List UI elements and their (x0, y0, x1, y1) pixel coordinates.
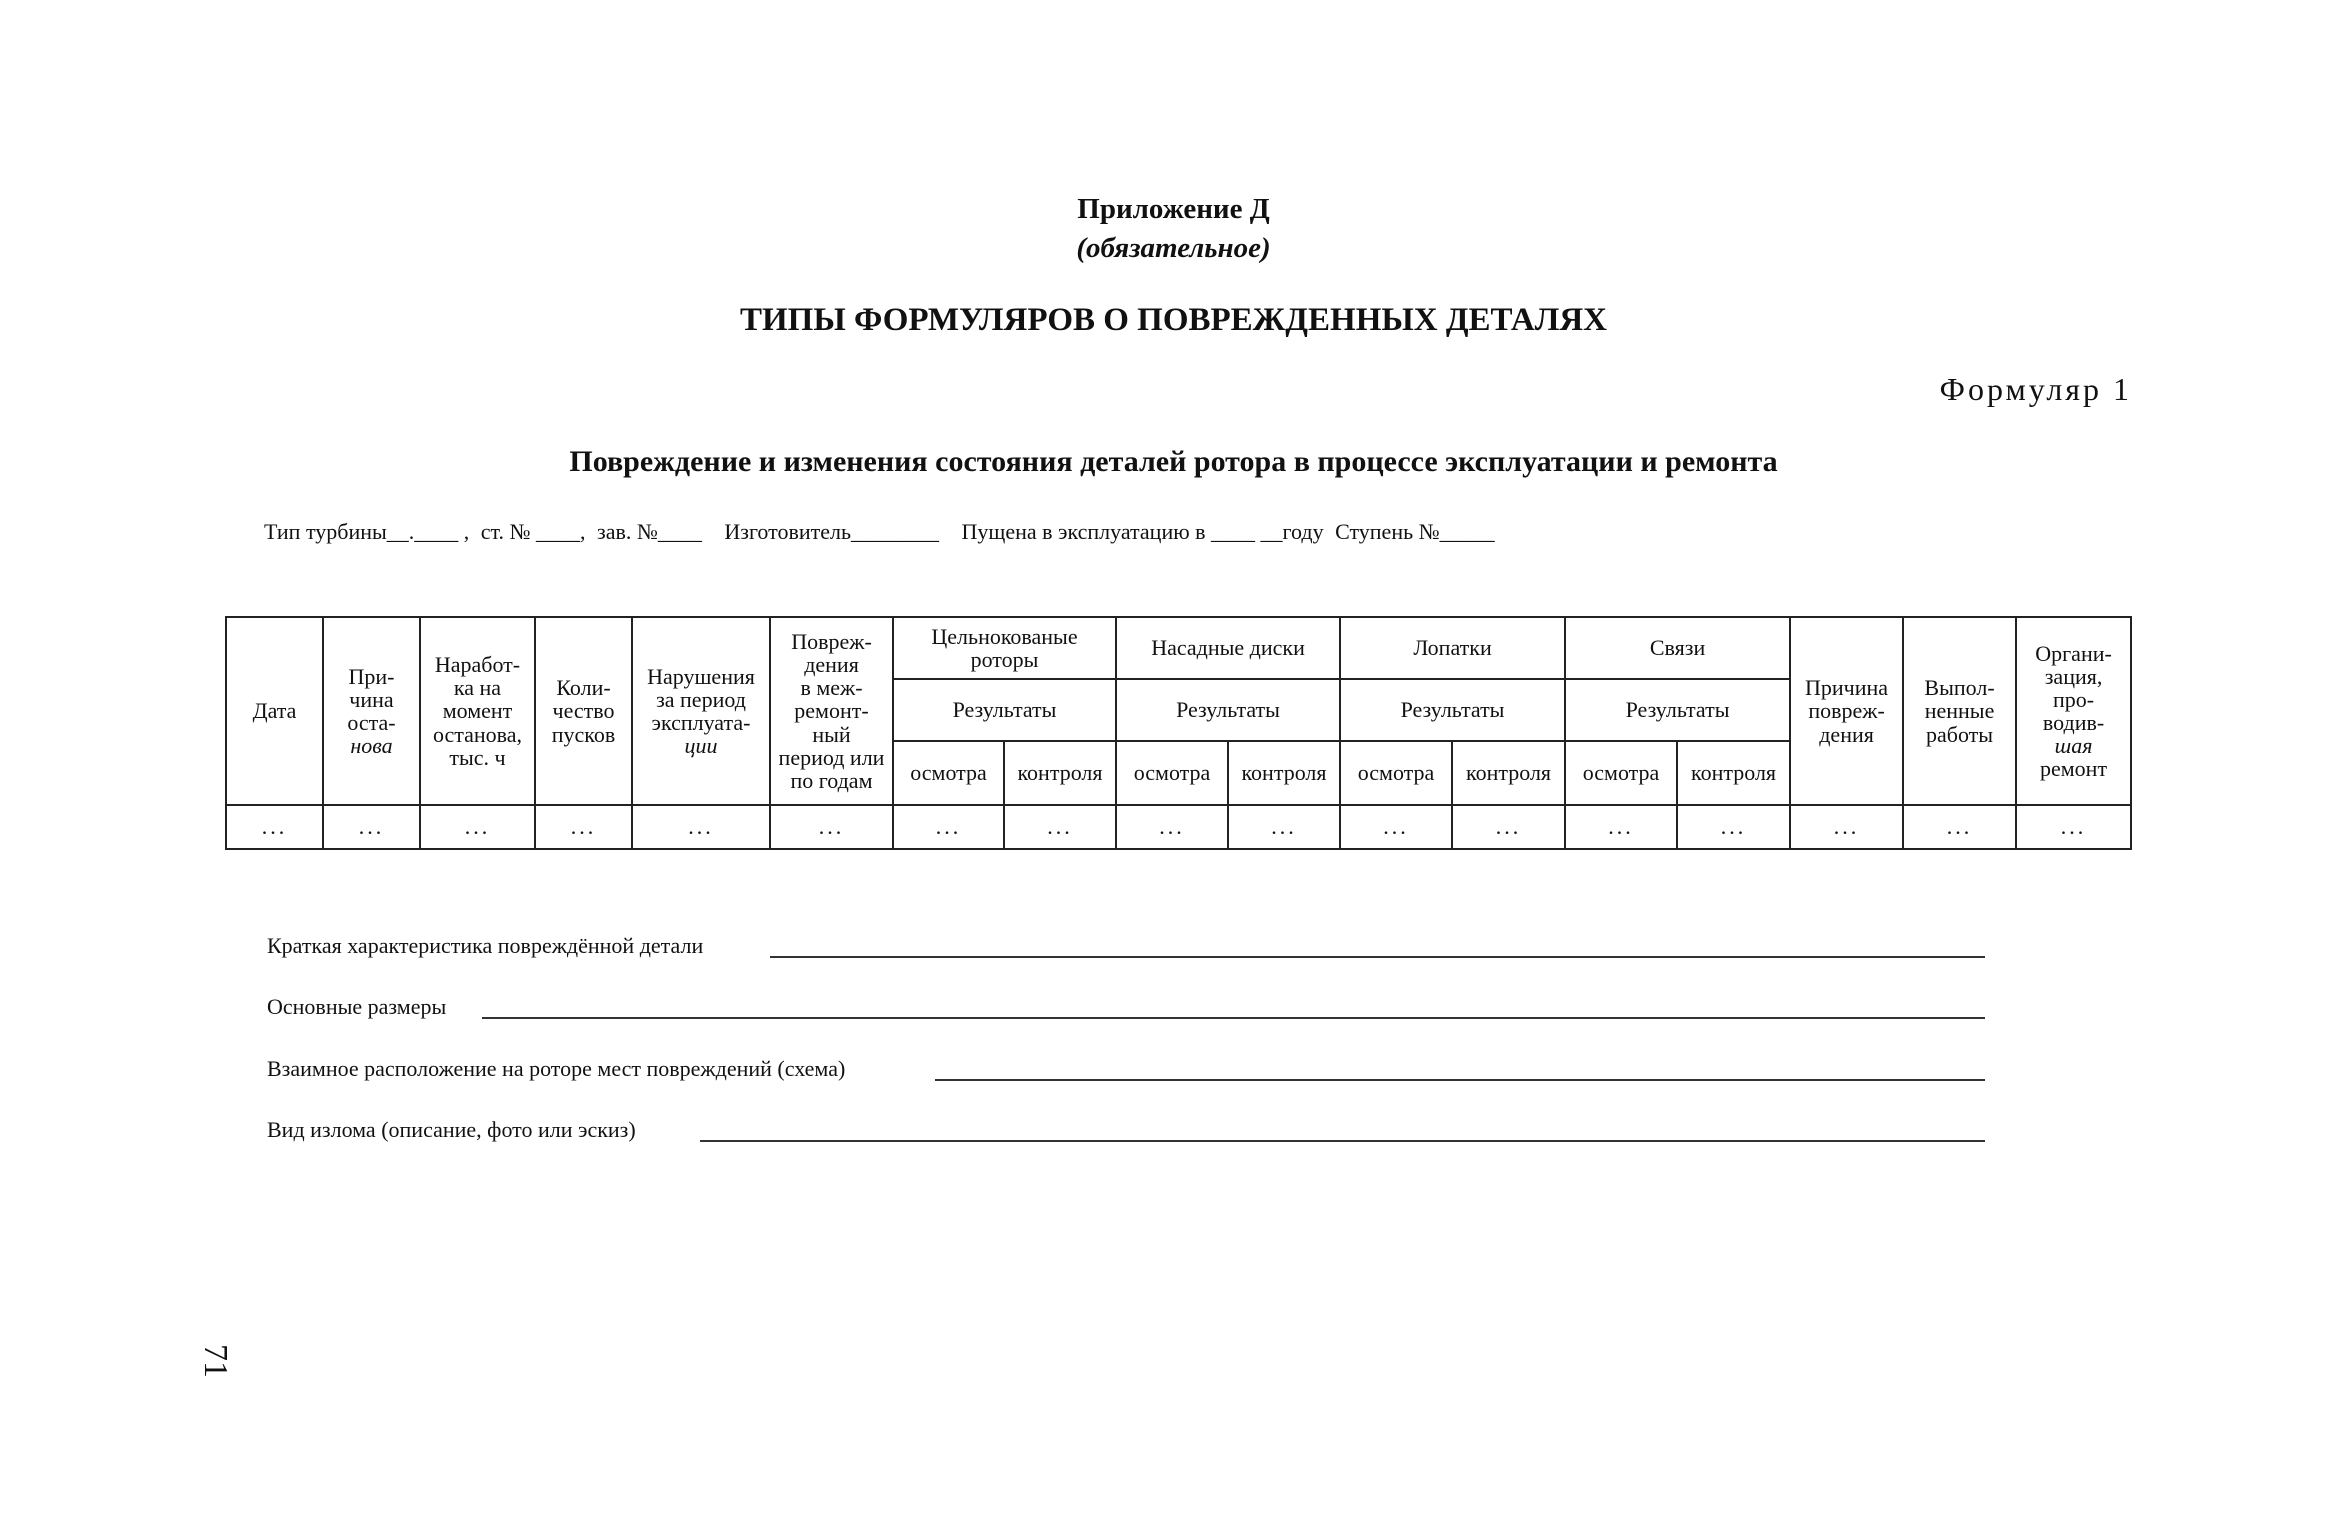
header-inspection: осмотра (1116, 741, 1228, 805)
page-number: 71 (197, 1344, 234, 1378)
header-blades: Лопатки (1340, 617, 1565, 679)
table-cell: ... (1228, 805, 1340, 849)
form-label: Формуляр 1 (1939, 371, 2132, 407)
turbine-info-line (264, 519, 1501, 545)
header-inspection: осмотра (1340, 741, 1452, 805)
stage-field: Ступень №_____ (1335, 519, 1495, 544)
header-repair-org: Органи- зация, про- водив- шая ремонт (2016, 617, 2131, 805)
field-dimensions-label: Основные размеры (267, 994, 447, 1019)
header-control: контроля (1677, 741, 1790, 805)
field-location-label: Взаимное расположение на роторе мест повреждений (схема) (267, 1056, 846, 1081)
header-inspection: осмотра (1565, 741, 1677, 805)
header-date: Дата (226, 617, 323, 805)
header-results: Результаты (1116, 679, 1340, 741)
table-cell: ... (1903, 805, 2016, 849)
header-control: контроля (1452, 741, 1565, 805)
header-results: Результаты (1340, 679, 1565, 741)
field-brief-label: Краткая характеристика повреждённой детали (267, 933, 704, 958)
header-forged-rotors: Цельнокованые роторы (893, 617, 1116, 679)
header-work-done: Выпол- ненные работы (1903, 617, 2016, 805)
field-dimensions-line[interactable] (482, 1017, 1985, 1019)
table-cell: ... (2016, 805, 2131, 849)
turbine-type-field: Тип турбины__.____ , (264, 519, 470, 544)
header-results: Результаты (893, 679, 1116, 741)
table-cell: ... (323, 805, 420, 849)
header-shrunk-discs: Насадные диски (1116, 617, 1340, 679)
mandatory-label: (обязательное) (1076, 232, 1271, 264)
table-cell: ... (1452, 805, 1565, 849)
field-location-line[interactable] (935, 1079, 1985, 1081)
table-cell: ... (420, 805, 535, 849)
table-cell: ... (1677, 805, 1790, 849)
manufacturer-field: Изготовитель________ (724, 519, 939, 544)
header-damage-period: Повреж- дения в меж- ремонт- ный период или по годам (770, 617, 893, 805)
table-cell: ... (1004, 805, 1116, 849)
header-damage-cause: Причина повреж- дения (1790, 617, 1903, 805)
header-starts-count: Коли- чество пусков (535, 617, 632, 805)
table-cell: ... (632, 805, 770, 849)
header-operating-hours: Наработ- ка на момент останова, тыс. ч (420, 617, 535, 805)
table-cell: ... (1790, 805, 1903, 849)
table-cell: ... (1565, 805, 1677, 849)
field-fracture-line[interactable] (700, 1140, 1985, 1142)
field-fracture-label: Вид излома (описание, фото или эскиз) (267, 1117, 636, 1142)
header-control: контроля (1004, 741, 1116, 805)
header-shutdown-reason: При- чина оста- нова (323, 617, 420, 805)
header-inspection: осмотра (893, 741, 1004, 805)
page-title: ТИПЫ ФОРМУЛЯРОВ О ПОВРЕЖДЕННЫХ ДЕТАЛЯХ (739, 302, 1608, 338)
damage-form-table (225, 616, 2132, 850)
table-cell: ... (893, 805, 1004, 849)
table-cell: ... (1340, 805, 1452, 849)
table-cell: ... (535, 805, 632, 849)
table-row (226, 805, 2131, 849)
commissioned-field: Пущена в эксплуатацию в ____ __году (961, 519, 1324, 544)
field-brief-line[interactable] (770, 956, 1985, 958)
table-cell: ... (226, 805, 323, 849)
factory-number-field: зав. №____ (597, 519, 702, 544)
appendix-label: Приложение Д (1077, 193, 1270, 225)
form-subtitle: Повреждение и изменения состояния деталей ротора в процессе эксплуатации и ремонта (569, 445, 1778, 478)
header-ties: Связи (1565, 617, 1790, 679)
table-cell: ... (1116, 805, 1228, 849)
header-violations: Нарушения за период эксплуата- ции (632, 617, 770, 805)
header-results: Результаты (1565, 679, 1790, 741)
header-control: контроля (1228, 741, 1340, 805)
station-number-field: ст. № ____, (480, 519, 586, 544)
table-cell: ... (770, 805, 893, 849)
